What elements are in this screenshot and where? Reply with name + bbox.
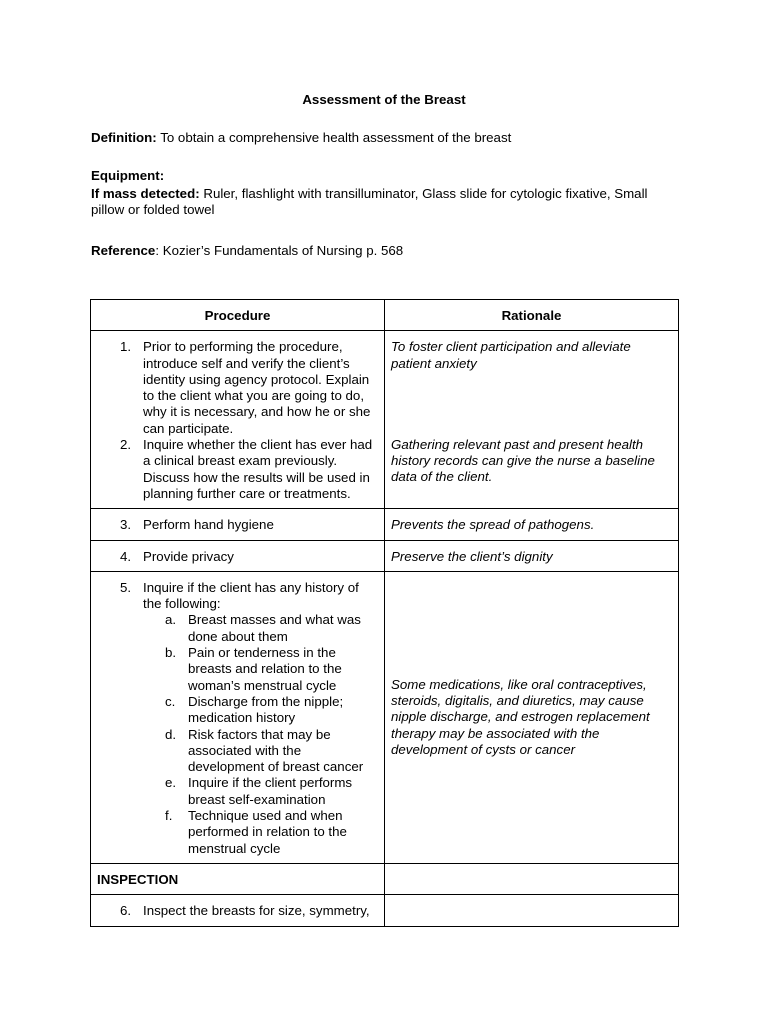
procedure-cell — [91, 540, 385, 571]
item-text: Perform hand hygiene — [143, 517, 274, 533]
definition-text: To obtain a comprehensive health assessment of the breast — [156, 130, 512, 145]
table-row — [91, 331, 679, 509]
sub-item — [97, 612, 378, 645]
sub-item-letter: e. — [165, 775, 177, 791]
list-item — [97, 517, 378, 533]
page-title: Assessment of the Breast — [302, 92, 466, 107]
sub-item-text: Inquire if the client performs breast self-examination — [188, 775, 353, 807]
reference-label: Reference — [91, 243, 156, 258]
mass-detected-text-1: Ruler, flashlight with transilluminator, Glass slide for cytologic fixative, Small — [199, 186, 648, 201]
list-item — [97, 339, 378, 437]
sub-item-text: Discharge from the nipple; medication history — [188, 693, 344, 726]
sub-item — [97, 775, 378, 808]
table-row — [91, 540, 679, 571]
item-number: 5. — [120, 579, 132, 595]
definition-label: Definition: — [91, 130, 157, 145]
item-text: Inquire if the client has any history of the following: — [143, 579, 359, 612]
procedure-cell — [91, 509, 385, 540]
rationale-text: Preserve the client’s dignity — [391, 548, 553, 564]
mass-detected-text-2: pillow or folded towel — [91, 202, 215, 218]
rationale-cell — [385, 331, 679, 509]
procedure-cell — [91, 331, 385, 509]
table-header-row — [91, 300, 679, 331]
item-number: 4. — [120, 548, 132, 564]
rationale-text: Some medications, like oral contraceptives, steroids, digitalis, and diuretics, may cause nipple discharge, and estrogen replacement therapy may be associated with the development of cysts or cancer — [391, 676, 650, 758]
list-item — [97, 903, 378, 919]
procedure-table — [90, 299, 679, 927]
sub-item-letter: a. — [165, 612, 177, 628]
table-row — [91, 895, 679, 926]
list-item — [97, 580, 378, 613]
equipment-line — [91, 168, 691, 184]
sub-item-letter: c. — [165, 693, 176, 709]
sub-item-text: Risk factors that may be associated with the development of breast cancer — [188, 726, 364, 775]
sub-item — [97, 645, 378, 694]
sub-item — [97, 727, 378, 776]
sub-item-text: Breast masses and what was done about them — [188, 612, 361, 644]
mass-detected-label: If mass detected: — [91, 186, 200, 201]
table-row — [91, 863, 679, 894]
equipment-label: Equipment: — [91, 168, 165, 183]
section-heading-inspection: INSPECTION — [91, 863, 385, 894]
item-text: Provide privacy — [143, 548, 234, 564]
sub-item — [97, 694, 378, 727]
rationale-cell — [385, 863, 679, 894]
rationale-text: Prevents the spread of pathogens. — [391, 517, 595, 533]
item-number: 1. — [120, 339, 132, 355]
definition-line — [91, 130, 691, 146]
sub-item-text: Pain or tenderness in the breasts and relation to the woman’s menstrual cycle — [188, 645, 342, 693]
spacer — [391, 580, 672, 677]
sub-item — [97, 808, 378, 857]
rationale-text: To foster client participation and alleviate patient anxiety — [391, 339, 631, 371]
item-text: Inquire whether the client has ever had a clinical breast exam previously. Discuss how the results will be used in planning further care or treatments. — [143, 437, 373, 501]
spacer — [391, 372, 672, 437]
mass-detected-line — [91, 186, 691, 219]
item-number: 3. — [120, 517, 132, 533]
rationale-cell — [385, 571, 679, 863]
header-rationale: Rationale — [385, 300, 679, 331]
list-item — [97, 549, 378, 565]
sub-item-letter: b. — [165, 645, 177, 661]
rationale-cell — [385, 509, 679, 540]
sub-item-letter: d. — [165, 726, 177, 742]
item-text: Inspect the breasts for size, symmetry, — [143, 903, 370, 919]
procedure-cell — [91, 895, 385, 926]
procedure-cell — [91, 571, 385, 863]
reference-line — [91, 243, 691, 259]
item-number: 2. — [120, 437, 132, 453]
rationale-cell — [385, 540, 679, 571]
item-text: Prior to performing the procedure, introduce self and verify the client’s identity using agency protocol. Explain to the client what you are going to do, why it is necessary, and how he or she can participate. — [143, 339, 371, 436]
reference-text: : Kozier’s Fundamentals of Nursing p. 568 — [155, 243, 404, 258]
rationale-cell — [385, 895, 679, 926]
list-item — [97, 437, 378, 502]
sub-item-letter: f. — [165, 808, 173, 824]
sub-item-text: Technique used and when performed in relation to the menstrual cycle — [188, 808, 347, 856]
table-row — [91, 571, 679, 863]
rationale-text: Gathering relevant past and present health history records can give the nurse a baseline data of the client. — [391, 436, 655, 485]
item-number: 6. — [120, 903, 132, 919]
header-procedure: Procedure — [91, 300, 385, 331]
table-row — [91, 509, 679, 540]
